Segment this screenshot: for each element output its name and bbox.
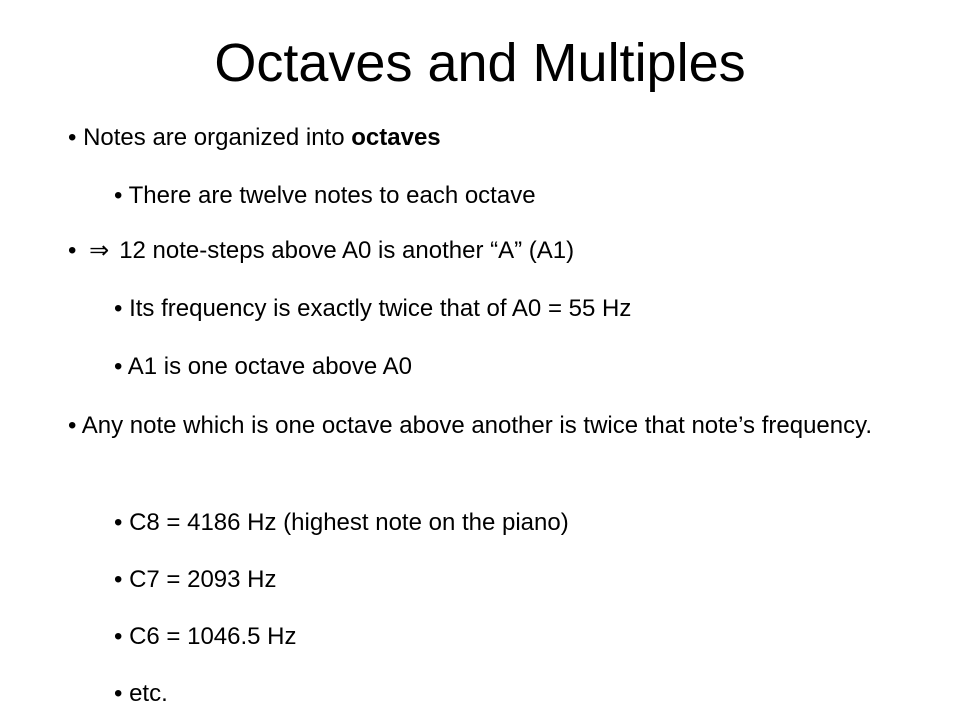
bullet-text: Any note which is one octave above another is twice that note’s frequency. — [81, 412, 873, 439]
bullet-text: C7 = 2093 Hz — [129, 566, 277, 593]
bullet-text: C6 = 1046.5 Hz — [129, 623, 297, 650]
bullet-item — [68, 123, 441, 153]
bullet-text: 12 note-steps above A0 is another “A” (A1) — [119, 237, 575, 264]
bullet-marker: • — [68, 412, 77, 439]
bullet-marker: • — [68, 237, 77, 264]
bullet-item — [68, 411, 908, 441]
sub-bullet-item — [114, 294, 631, 324]
bullet-text: Notes are organized into — [83, 124, 352, 151]
bullet-marker: • — [68, 124, 77, 151]
slide-title: Octaves and Multiples — [214, 33, 746, 93]
bullet-marker: • — [114, 566, 123, 593]
bullet-marker: • — [114, 353, 123, 380]
bullet-text: Its frequency is exactly twice that of A0 = 55 Hz — [129, 295, 632, 322]
implies-arrow-icon: ⇒ — [89, 237, 110, 264]
bullet-item — [68, 236, 574, 266]
bullet-marker: • — [114, 295, 123, 322]
bullet-text: etc. — [129, 680, 168, 707]
sub-bullet-item — [114, 181, 536, 211]
bullet-text: A1 is one octave above A0 — [127, 353, 412, 380]
bullet-marker: • — [114, 182, 123, 209]
sub-bullet-item — [114, 679, 168, 709]
sub-bullet-item — [114, 508, 569, 538]
bullet-marker: • — [114, 509, 123, 536]
bullet-marker: • — [114, 623, 123, 650]
bullet-text: C8 = 4186 Hz (highest note on the piano) — [129, 509, 569, 536]
bullet-marker: • — [114, 680, 123, 707]
sub-bullet-item — [114, 622, 297, 652]
bullet-text: There are twelve notes to each octave — [128, 182, 536, 209]
bullet-bold-text: octaves — [351, 124, 441, 151]
sub-bullet-item — [114, 565, 277, 595]
sub-bullet-item — [114, 352, 412, 382]
